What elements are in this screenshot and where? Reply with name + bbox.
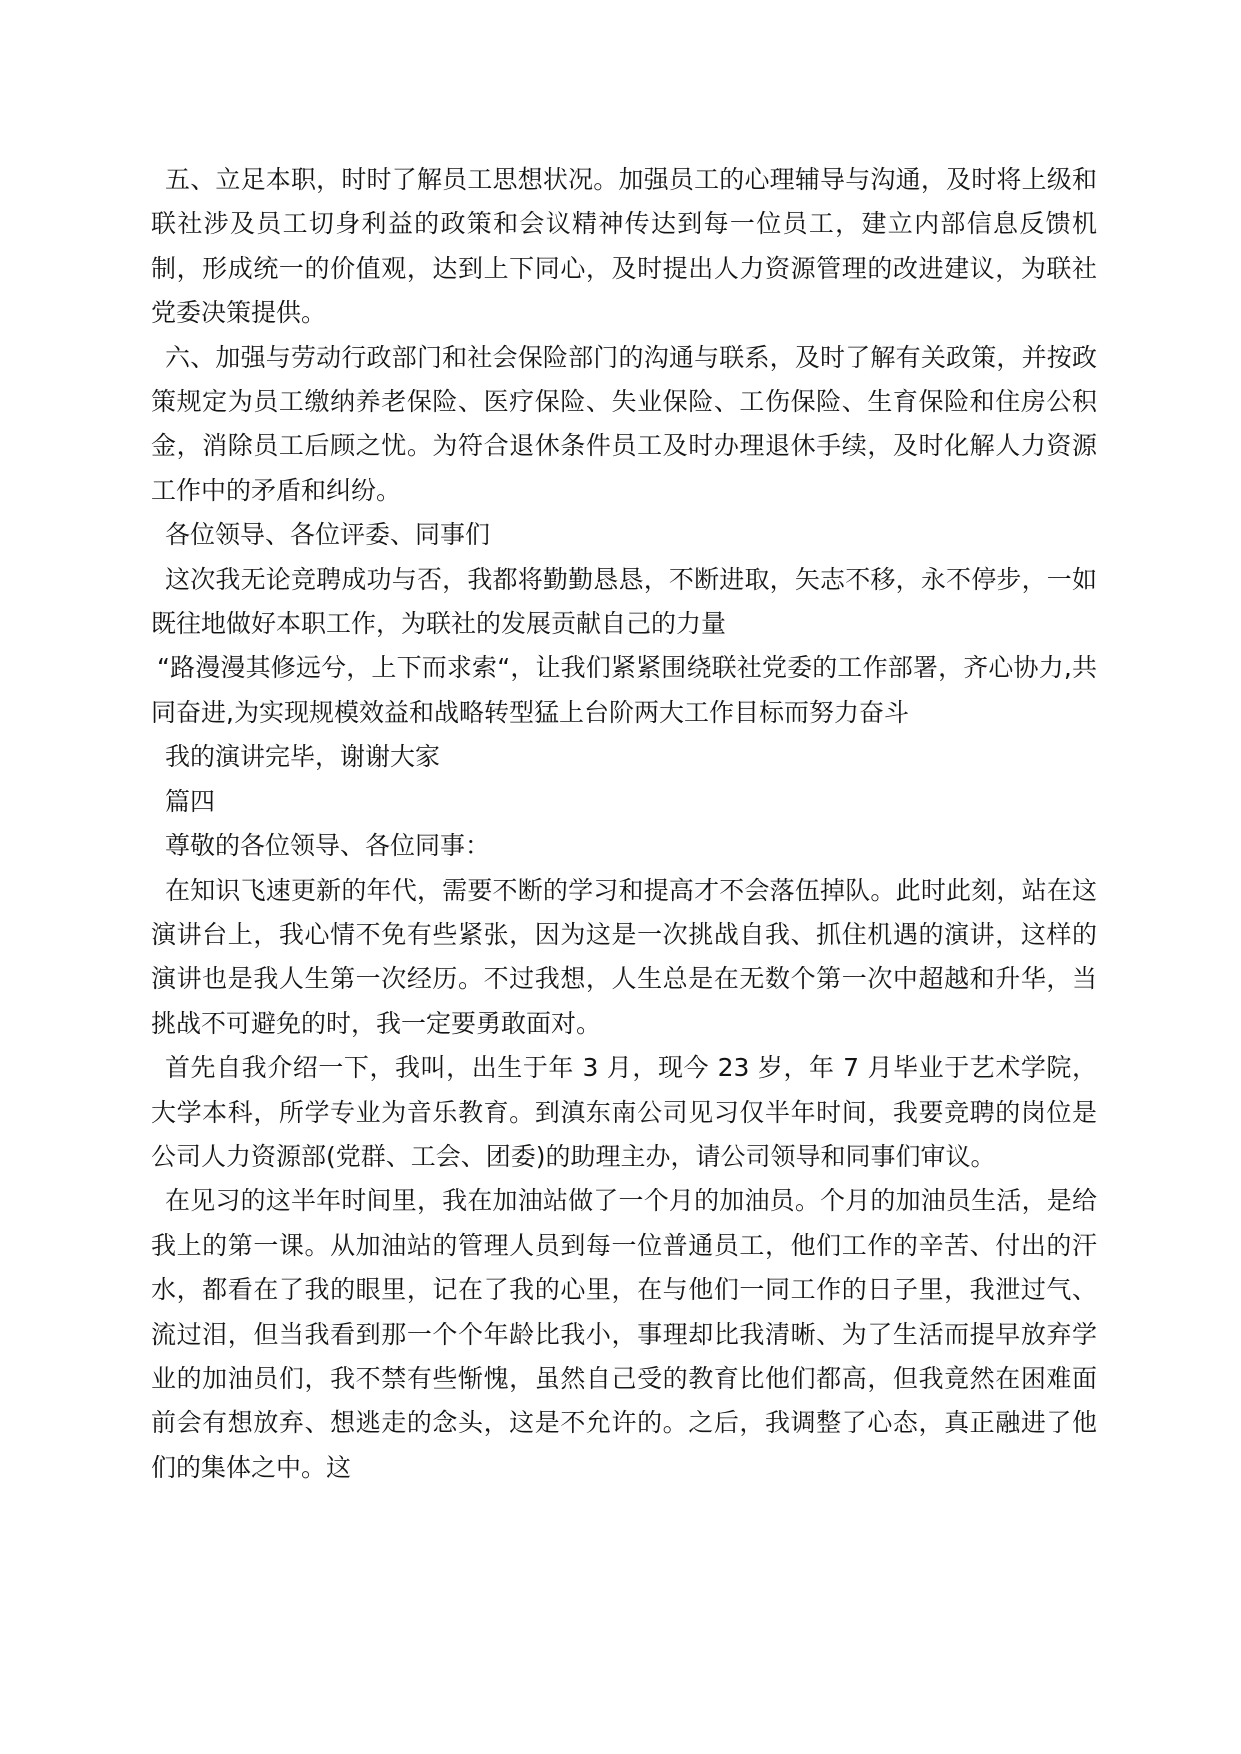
speech-closing: 我的演讲完毕，谢谢大家 [165,742,441,772]
paragraph-commitment: 这次我无论竞聘成功与否，我都将勤勤恳恳，不断进取，矢志不移，永不停步，一如既往地做好本职工作，为联社的发展贡献自己的力量 [151,564,1097,639]
salutation-respected-leaders: 尊敬的各位领导、各位同事： [165,831,491,861]
document-body [151,158,1097,1490]
paragraph-5-stay-in-post: 五、立足本职，时时了解员工思想状况。加强员工的心理辅导与沟通，及时将上级和联社涉及员工切身利益的政策和会议精神传达到每一位员工，建立内部信息反馈机制，形成统一的价值观，达到上下同心，及时提出人力资源管理的改进建议，为联社党委决策提供。 [151,165,1097,328]
section-heading-part-four: 篇四 [165,786,216,816]
paragraph-introduction: 在知识飞速更新的年代，需要不断的学习和提高才不会落伍掉队。此时此刻，站在这演讲台上，我心情不免有些紧张，因为这是一次挑战自我、抓住机遇的演讲，这样的演讲也是我人生第一次经历。不过我想，人生总是在无数个第一次中超越和升华，当挑战不可避免的时，我一定要勇敢面对。 [151,875,1097,1038]
paragraph-6-labor-coordination: 六、加强与劳动行政部门和社会保险部门的沟通与联系，及时了解有关政策，并按政策规定为员工缴纳养老保险、医疗保险、失业保险、工伤保险、生育保险和住房公积金，消除员工后顾之忧。为符合退休条件员工及时办理退休手续，及时化解人力资源工作中的矛盾和纠纷。 [151,342,1097,505]
paragraph-self-introduction: 首先自我介绍一下，我叫，出生于年 3 月，现今 23 岁，年 7 月毕业于艺术学院，大学本科，所学专业为音乐教育。到滇东南公司见习仅半年时间，我要竞聘的岗位是公司人力资源部(党群、工会、团委)的助理主办，请公司领导和同事们审议。 [151,1053,1097,1171]
paragraph-quote: “路漫漫其修远兮，上下而求索“，让我们紧紧围绕联社党委的工作部署，齐心协力,共同奋进,为实现规模效益和战略转型猛上台阶两大工作目标而努力奋斗 [151,653,1097,727]
salutation-leaders-judges: 各位领导、各位评委、同事们 [165,520,491,550]
paragraph-internship-experience: 在见习的这半年时间里，我在加油站做了一个月的加油员。个月的加油员生活，是给我上的第一课。从加油站的管理人员到每一位普通员工，他们工作的辛苦、付出的汗水，都看在了我的眼里，记在了我的心里，在与他们一同工作的日子里，我泄过气、流过泪，但当我看到那一个个年龄比我小，事理却比我清晰、为了生活而提早放弃学业的加油员们，我不禁有些惭愧，虽然自己受的教育比他们都高，但我竟然在困难面前会有想放弃、想逃走的念头，这是不允许的。之后，我调整了心态，真正融进了他们的集体之中。这 [151,1186,1097,1482]
